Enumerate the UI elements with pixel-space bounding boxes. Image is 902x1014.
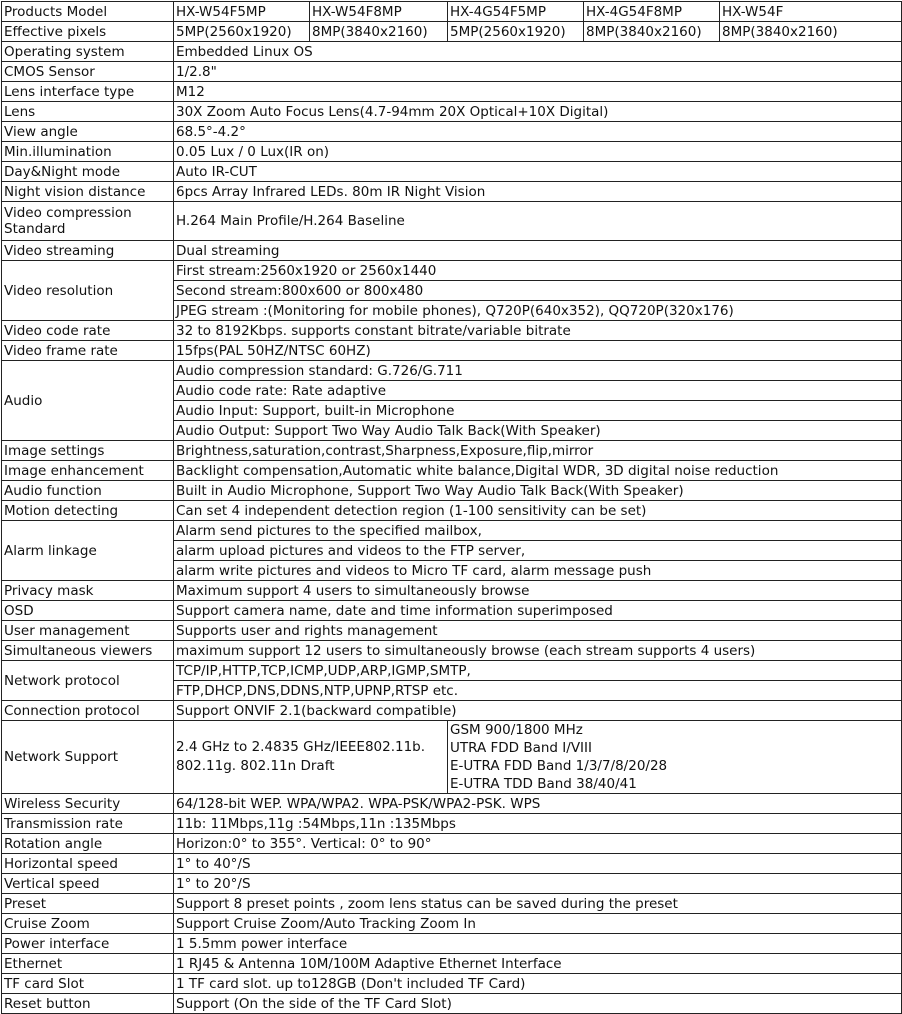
spec-table (1, 1, 902, 1014)
table-row (2, 661, 902, 681)
row-label: Ethernet (2, 954, 174, 974)
table-row (2, 641, 902, 661)
cellular-band: UTRA FDD Band I/VIII (450, 740, 592, 756)
model-cell: HX-4G54F8MP (584, 2, 720, 22)
row-value: alarm upload pictures and videos to the FTP server, (174, 541, 902, 561)
row-label: Lens (2, 102, 174, 122)
row-value: TCP/IP,HTTP,TCP,ICMP,UDP,ARP,IGMP,SMTP, (174, 661, 902, 681)
row-label: Rotation angle (2, 834, 174, 854)
cellular-spec (448, 721, 902, 794)
row-value: Backlight compensation,Automatic white balance,Digital WDR, 3D digital noise reduction (174, 461, 902, 481)
pixels-cell: 5MP(2560x1920) (174, 22, 310, 42)
row-value: Support 8 preset points , zoom lens status can be saved during the preset (174, 894, 902, 914)
row-value: Brightness,saturation,contrast,Sharpness,Exposure,flip,mirror (174, 441, 902, 461)
row-label: Video streaming (2, 241, 174, 261)
row-value: Can set 4 independent detection region (1-100 sensitivity can be set) (174, 501, 902, 521)
table-row (2, 621, 902, 641)
row-label: Power interface (2, 934, 174, 954)
row-value: 1 5.5mm power interface (174, 934, 902, 954)
row-value: Support (On the side of the TF Card Slot) (174, 994, 902, 1014)
row-value: JPEG stream :(Monitoring for mobile phones), Q720P(640x352), QQ720P(320x176) (174, 301, 902, 321)
row-value: Horizon:0° to 355°. Vertical: 0° to 90° (174, 834, 902, 854)
row-value: 68.5°-4.2° (174, 122, 902, 142)
table-row (2, 441, 902, 461)
row-value: 1° to 20°/S (174, 874, 902, 894)
row-label: Preset (2, 894, 174, 914)
row-label: Image settings (2, 441, 174, 461)
row-value: Second stream:800x600 or 800x480 (174, 281, 902, 301)
table-row (2, 854, 902, 874)
row-value: 0.05 Lux / 0 Lux(IR on) (174, 142, 902, 162)
table-row (2, 834, 902, 854)
row-value: Maximum support 4 users to simultaneously browse (174, 581, 902, 601)
row-value: Audio code rate: Rate adaptive (174, 381, 902, 401)
row-value: Support ONVIF 2.1(backward compatible) (174, 701, 902, 721)
row-label: User management (2, 621, 174, 641)
table-row (2, 202, 902, 241)
row-label: Vertical speed (2, 874, 174, 894)
row-label: Alarm linkage (2, 521, 174, 581)
row-label: Network Support (2, 721, 174, 794)
row-value: Embedded Linux OS (174, 42, 902, 62)
row-label: Image enhancement (2, 461, 174, 481)
table-row (2, 62, 902, 82)
row-label: Lens interface type (2, 82, 174, 102)
model-cell: HX-W54F5MP (174, 2, 310, 22)
table-row (2, 994, 902, 1014)
row-value: 30X Zoom Auto Focus Lens(4.7-94mm 20X Optical+10X Digital) (174, 102, 902, 122)
table-row (2, 102, 902, 122)
table-row (2, 122, 902, 142)
row-value: Audio Output: Support Two Way Audio Talk Back(With Speaker) (174, 421, 902, 441)
model-cell: HX-4G54F5MP (448, 2, 584, 22)
row-label: Reset button (2, 994, 174, 1014)
row-value: 1 RJ45 & Antenna 10M/100M Adaptive Ethernet Interface (174, 954, 902, 974)
cellular-band: E-UTRA TDD Band 38/40/41 (450, 776, 637, 792)
row-value: 6pcs Array Infrared LEDs. 80m IR Night Vision (174, 182, 902, 202)
row-value: 1/2.8" (174, 62, 902, 82)
row-label: Night vision distance (2, 182, 174, 202)
table-row (2, 934, 902, 954)
row-value: 64/128-bit WEP. WPA/WPA2. WPA-PSK/WPA2-PSK. WPS (174, 794, 902, 814)
model-cell: HX-W54F8MP (310, 2, 448, 22)
row-label: Wireless Security (2, 794, 174, 814)
pixels-cell: 8MP(3840x2160) (584, 22, 720, 42)
table-row (2, 42, 902, 62)
row-label: Audio function (2, 481, 174, 501)
row-label: CMOS Sensor (2, 62, 174, 82)
row-label: Video resolution (2, 261, 174, 321)
row-value: Support camera name, date and time information superimposed (174, 601, 902, 621)
table-row (2, 521, 902, 541)
pixels-cell: 8MP(3840x2160) (310, 22, 448, 42)
row-label: Operating system (2, 42, 174, 62)
row-label: Audio (2, 361, 174, 441)
table-row (2, 814, 902, 834)
table-row (2, 241, 902, 261)
row-label: Day&Night mode (2, 162, 174, 182)
table-row (2, 182, 902, 202)
row-label: View angle (2, 122, 174, 142)
row-value: Audio Input: Support, built-in Microphone (174, 401, 902, 421)
table-row (2, 461, 902, 481)
row-value: Auto IR-CUT (174, 162, 902, 182)
table-row (2, 261, 902, 281)
row-label: Network protocol (2, 661, 174, 701)
row-value: Supports user and rights management (174, 621, 902, 641)
row-label: Privacy mask (2, 581, 174, 601)
table-row (2, 321, 902, 341)
row-label: Video compression Standard (2, 202, 174, 241)
row-label: Video frame rate (2, 341, 174, 361)
row-value: First stream:2560x1920 or 2560x1440 (174, 261, 902, 281)
row-label: Transmission rate (2, 814, 174, 834)
row-label: OSD (2, 601, 174, 621)
cellular-band: GSM 900/1800 MHz (450, 722, 583, 738)
row-label: Video code rate (2, 321, 174, 341)
table-row (2, 721, 902, 794)
row-label: Simultaneous viewers (2, 641, 174, 661)
row-value: 1 TF card slot. up to128GB (Don't included TF Card) (174, 974, 902, 994)
row-value: 1° to 40°/S (174, 854, 902, 874)
row-value: Dual streaming (174, 241, 902, 261)
row-value: 15fps(PAL 50HZ/NTSC 60HZ) (174, 341, 902, 361)
row-label: Cruise Zoom (2, 914, 174, 934)
row-label: Horizontal speed (2, 854, 174, 874)
model-cell: HX-W54F (720, 2, 902, 22)
row-value: Support Cruise Zoom/Auto Tracking Zoom In (174, 914, 902, 934)
table-row (2, 2, 902, 22)
row-value: M12 (174, 82, 902, 102)
row-label: TF card Slot (2, 974, 174, 994)
table-row (2, 501, 902, 521)
table-row (2, 954, 902, 974)
table-row (2, 914, 902, 934)
row-value: 11b: 11Mbps,11g :54Mbps,11n :135Mbps (174, 814, 902, 834)
table-row (2, 874, 902, 894)
row-label: Effective pixels (2, 22, 174, 42)
table-row (2, 361, 902, 381)
row-value: 32 to 8192Kbps. supports constant bitrate/variable bitrate (174, 321, 902, 341)
row-value: FTP,DHCP,DNS,DDNS,NTP,UPNP,RTSP etc. (174, 681, 902, 701)
table-row (2, 601, 902, 621)
row-value: Built in Audio Microphone, Support Two Way Audio Talk Back(With Speaker) (174, 481, 902, 501)
table-row (2, 701, 902, 721)
row-value: H.264 Main Profile/H.264 Baseline (174, 202, 902, 241)
row-value: Audio compression standard: G.726/G.711 (174, 361, 902, 381)
table-row (2, 341, 902, 361)
row-value: Alarm send pictures to the specified mailbox, (174, 521, 902, 541)
table-row (2, 974, 902, 994)
row-value: alarm write pictures and videos to Micro TF card, alarm message push (174, 561, 902, 581)
table-row (2, 481, 902, 501)
row-label: Min.illumination (2, 142, 174, 162)
pixels-cell: 8MP(3840x2160) (720, 22, 902, 42)
cellular-band: E-UTRA FDD Band 1/3/7/8/20/28 (450, 758, 668, 774)
row-label: Motion detecting (2, 501, 174, 521)
wifi-spec: 2.4 GHz to 2.4835 GHz/IEEE802.11b. 802.11g. 802.11n Draft (174, 721, 448, 794)
row-value: maximum support 12 users to simultaneously browse (each stream supports 4 users) (174, 641, 902, 661)
table-row (2, 794, 902, 814)
row-label: Connection protocol (2, 701, 174, 721)
table-row (2, 82, 902, 102)
table-row (2, 142, 902, 162)
table-row (2, 162, 902, 182)
table-row (2, 22, 902, 42)
table-row (2, 581, 902, 601)
row-label: Products Model (2, 2, 174, 22)
table-row (2, 894, 902, 914)
pixels-cell: 5MP(2560x1920) (448, 22, 584, 42)
